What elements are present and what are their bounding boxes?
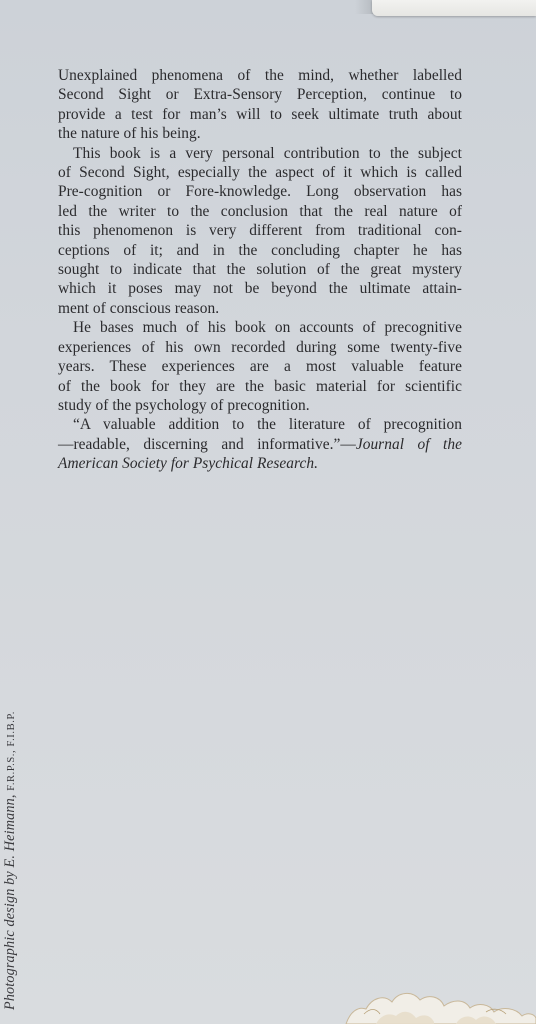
review-source-line [58, 454, 462, 473]
text-line: the nature of his being. [58, 125, 201, 143]
photo-credit [2, 620, 19, 1010]
text-line: ceptions of it; and in the concluding chapter he has [58, 241, 462, 259]
text-line: led the writer to the conclusion that the real nature of [58, 202, 462, 220]
quote-text: —readable, discerning and informative.”— [58, 435, 356, 453]
text-line: Pre-cognition or Fore-knowledge. Long observation has [58, 183, 462, 201]
text-line: this phenomenon is very different from traditional con- [58, 222, 462, 240]
quote-line-2 [58, 435, 462, 454]
worn-corner-damage [336, 978, 536, 1024]
text-line: Second Sight or Extra-Sensory Perception, continue to [58, 86, 462, 104]
text-line: provide a test for man’s will to seek ultimate truth about [58, 105, 462, 123]
text-line: of the book for they are the basic material for scientific [58, 377, 462, 395]
review-source: Journal of the [355, 435, 462, 453]
quote-line: “A valuable addition to the literature of precognition [73, 416, 462, 434]
text-line: This book is a very personal contribution to the subject [73, 144, 462, 162]
paragraph-intro [58, 66, 462, 144]
text-line: of Second Sight, especially the aspect of it which is called [58, 164, 462, 182]
blurb-text [58, 66, 462, 474]
photo-credit-text: Photographic design by E. Heimann, [2, 794, 18, 1010]
paragraph-experiences [58, 318, 462, 415]
jacket-fold-edge [372, 0, 536, 16]
text-line: years. These experiences are a most valuable feature [58, 358, 462, 376]
review-quote [58, 415, 462, 473]
review-source-continued: American Society for Psychical Research. [58, 455, 318, 473]
text-line: Unexplained phenomena of the mind, whether labelled [58, 67, 462, 84]
text-line: He bases much of his book on accounts of precognitive [73, 319, 462, 337]
text-line: experiences of his own recorded during some twenty-five [58, 338, 462, 356]
text-line: study of the psychology of precognition. [58, 396, 310, 414]
text-line: which it poses may not be beyond the ultimate attain- [58, 280, 462, 298]
text-line: sought to indicate that the solution of the great mystery [58, 261, 462, 279]
photo-credit-qualifications: F.R.P.S., F.I.B.P. [6, 711, 17, 791]
paragraph-book-summary [58, 144, 462, 319]
text-line: ment of conscious reason. [58, 299, 220, 317]
